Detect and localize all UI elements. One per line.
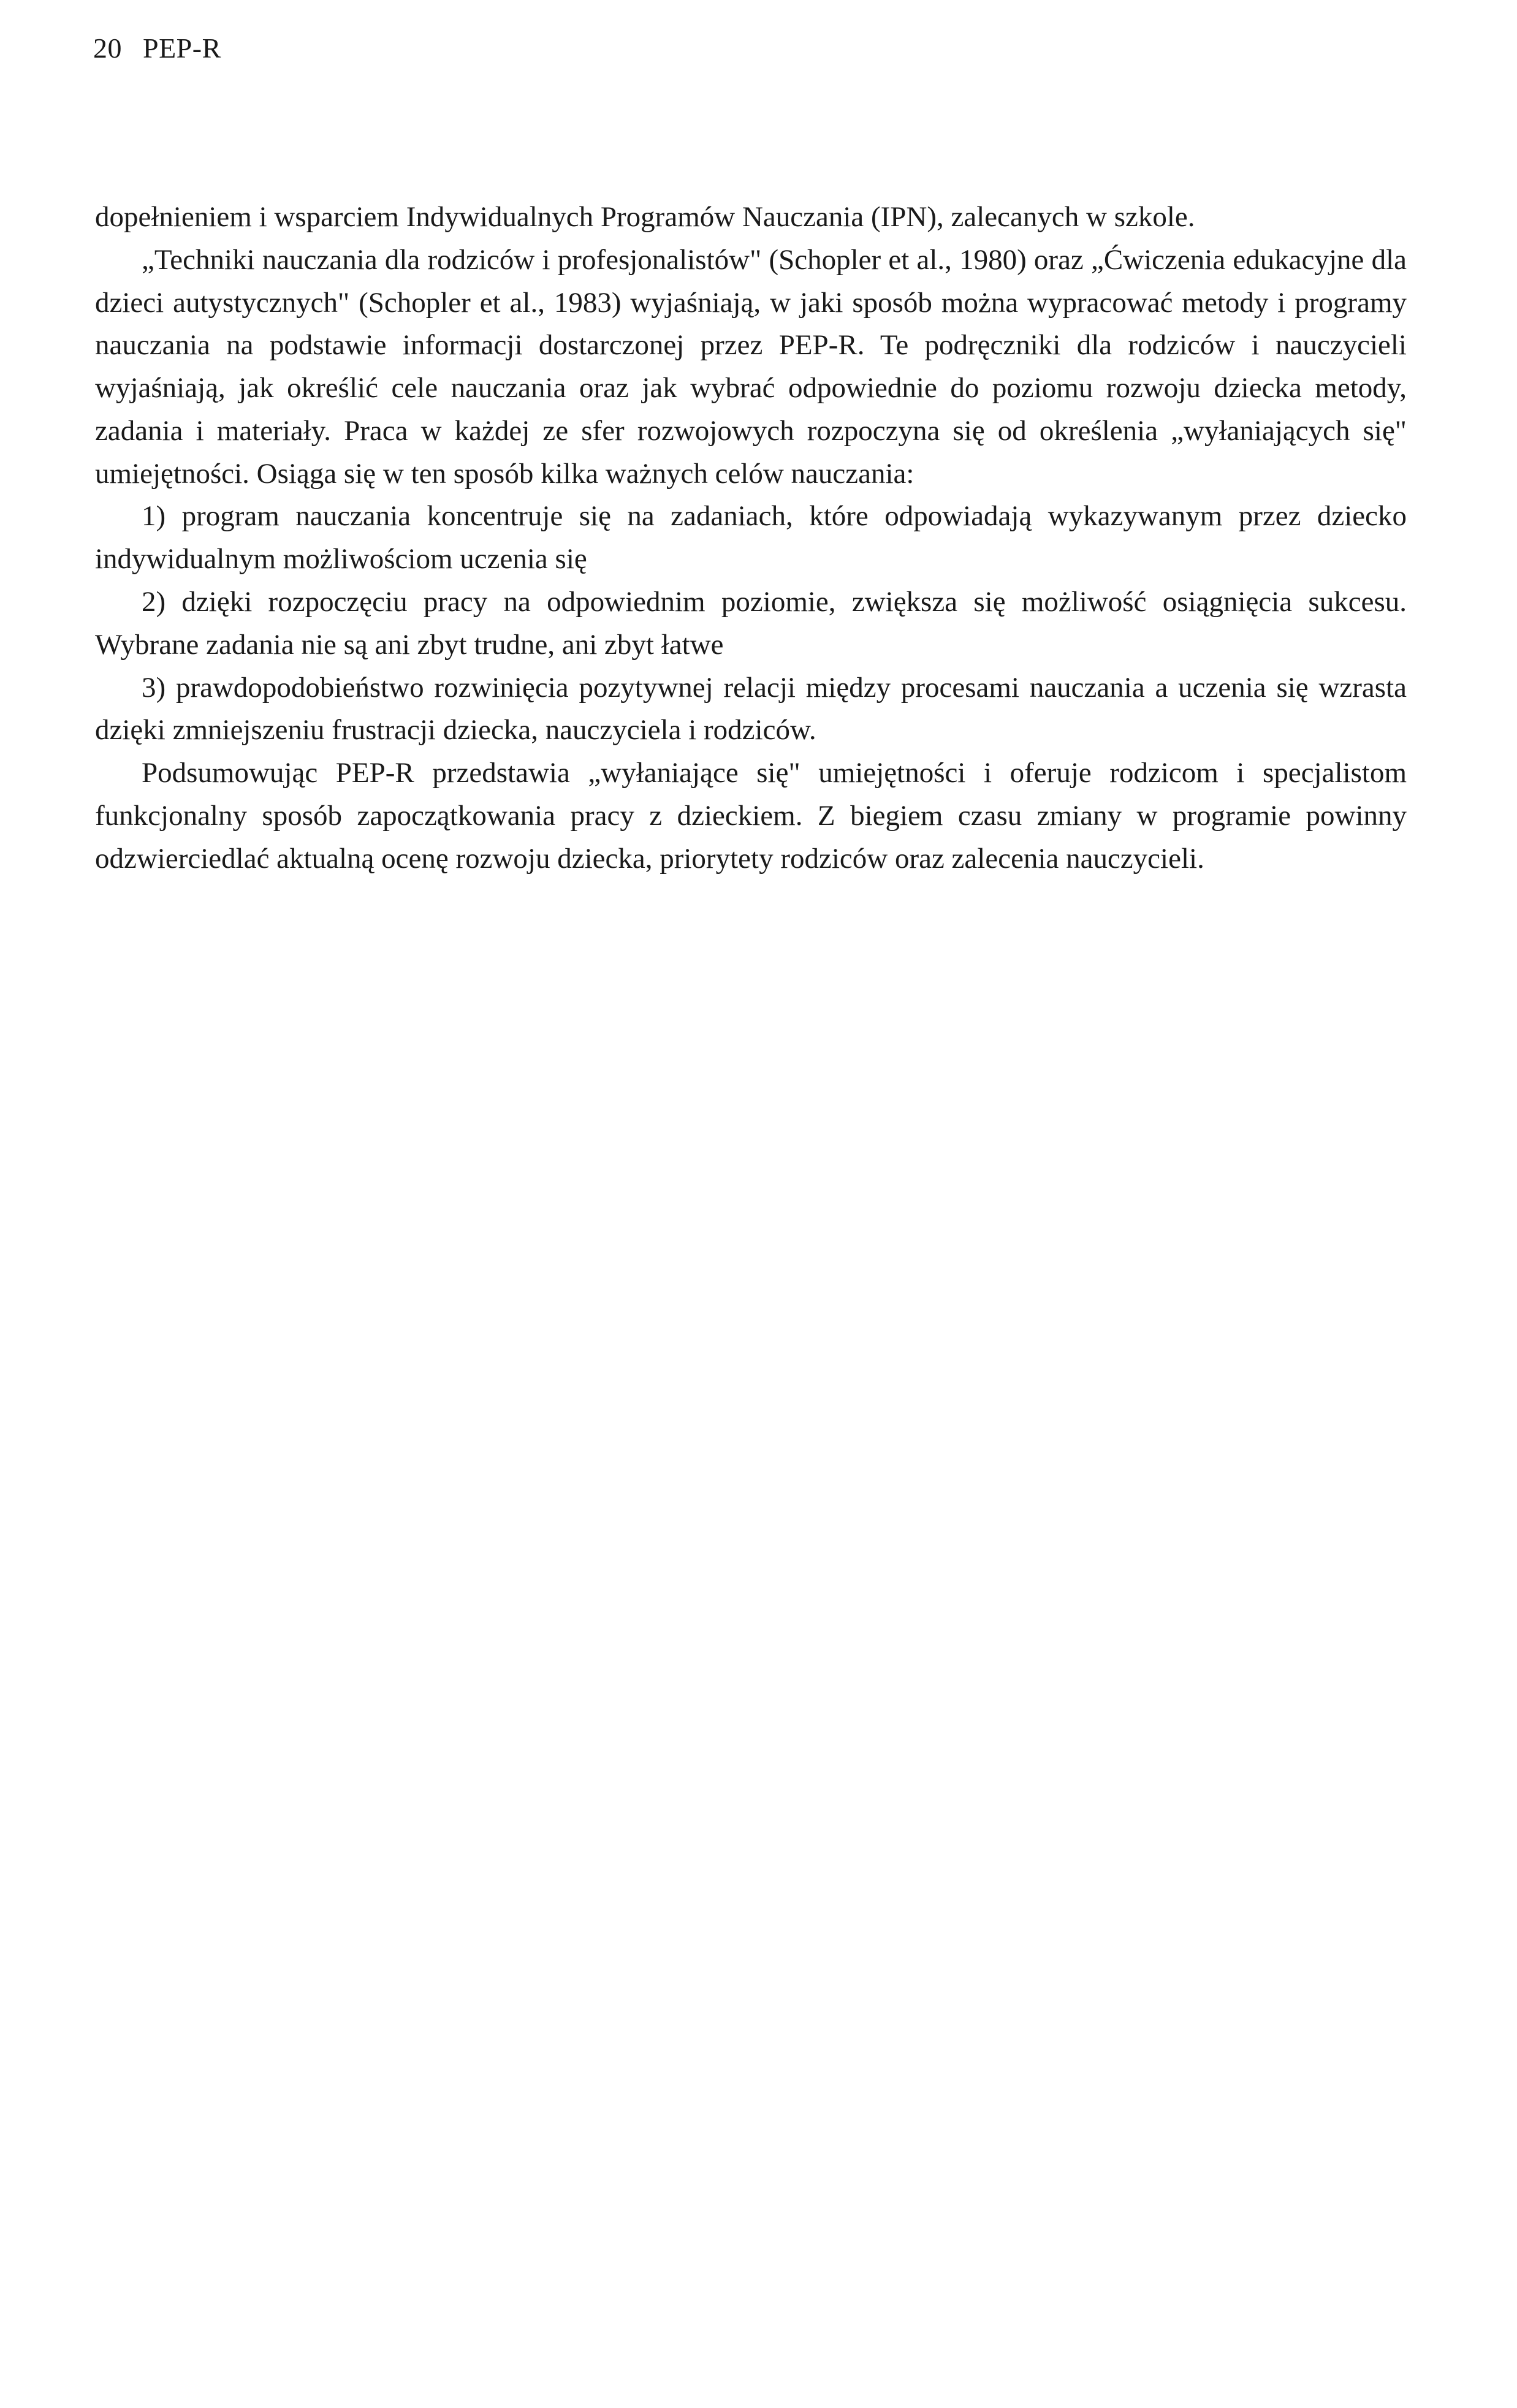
paragraph: dopełnieniem i wsparciem Indywidualnych Programów Nauczania (IPN), zalecanych w szkole.: [95, 201, 1195, 233]
paragraph: 3) prawdopodobieństwo rozwinięcia pozytywnej relacji między procesami nauczania a uczenia się wzrasta dzięki zmniejszeniu frustracji dziecka, nauczyciela i rodziców.: [95, 671, 1407, 746]
paragraph: „Techniki nauczania dla rodziców i profesjonalistów" (Schopler et al., 1980) oraz „Ćwiczenia edukacyjne dla dzieci autystycznych" (Schopler et al., 1983) wyjaśniają, w jaki sposób można wypracować metody i programy nauczania na podstawie informacji dostarczonej przez PEP-R. Te podręczniki dla rodziców i nauczycieli wyjaśniają, jak określić cele nauczania oraz jak wybrać odpowiednie do poziomu rozwoju dziecka metody, zadania i materiały. Praca w każdej ze sfer rozwojowych rozpoczyna się od określenia „wyłaniających się" umiejętności. Osiąga się w ten sposób kilka ważnych celów nauczania:: [95, 243, 1407, 490]
running-head: [93, 32, 221, 64]
paragraph: 1) program nauczania koncentruje się na zadaniach, które odpowiadają wykazywanym przez dziecko indywidualnym możliwościom uczenia się: [95, 500, 1407, 575]
page-number: 20: [93, 32, 122, 64]
paragraph: Podsumowując PEP-R przedstawia „wyłaniające się" umiejętności i oferuje rodzicom i specjalistom funkcjonalny sposób zapoczątkowania pracy z dzieckiem. Z biegiem czasu zmiany w programie powinny odzwierciedlać aktualną ocenę rozwoju dziecka, priorytety rodziców oraz zalecenia nauczycieli.: [95, 757, 1407, 875]
body-text: [95, 196, 1407, 881]
running-head-title: PEP-R: [143, 32, 221, 64]
paragraph: 2) dzięki rozpoczęciu pracy na odpowiednim poziomie, zwiększa się możliwość osiągnięcia sukcesu. Wybrane zadania nie są ani zbyt trudne, ani zbyt łatwe: [95, 586, 1407, 661]
